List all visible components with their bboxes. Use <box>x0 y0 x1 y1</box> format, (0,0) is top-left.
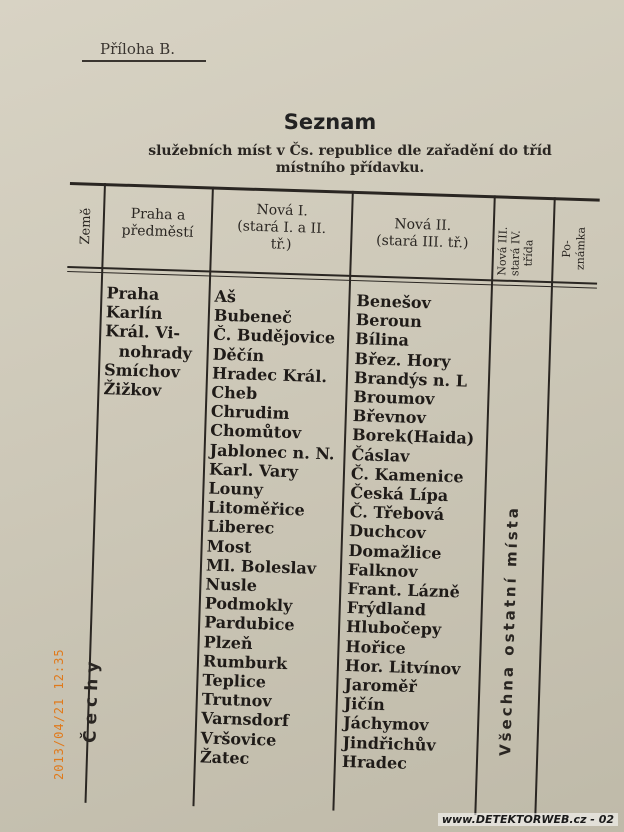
header-nova-3-line-1: Nová III. <box>495 226 510 276</box>
list-item: Hořice <box>345 636 407 658</box>
page-subtitle <box>80 143 620 177</box>
header-nova-1 <box>212 201 352 256</box>
list-item: Čáslav <box>351 444 410 466</box>
list-item: Hor. Litvínov <box>344 655 461 679</box>
list-item: Jablonec n. N. <box>209 440 335 464</box>
list-item: Břez. Hory <box>354 348 451 371</box>
list-item: Varnsdorf <box>200 708 290 731</box>
column-divider <box>474 195 495 815</box>
list-item: Benešov <box>356 291 432 313</box>
list-item: Aš <box>214 286 237 307</box>
region-cechy: Čechy <box>80 655 104 744</box>
subtitle-line-2: místního přídavku. <box>275 160 425 176</box>
list-item: nohrady <box>118 341 193 363</box>
list-item: Rumburk <box>202 651 288 673</box>
list-item: Karl. Vary <box>208 459 299 482</box>
list-item: Bílina <box>354 329 410 351</box>
list-item: Břevnov <box>352 406 427 428</box>
list-item: Chomůtov <box>209 420 302 443</box>
appendix-underline <box>82 60 206 62</box>
list-item: Hlubočepy <box>345 617 442 640</box>
header-nova-1-line-1: Nová I. <box>256 201 309 220</box>
header-nova-2 <box>352 215 493 253</box>
list-item: Most <box>206 536 252 557</box>
list-item: Litoměřice <box>207 497 306 520</box>
list-item: Falknov <box>347 559 418 581</box>
header-praha-line-2: předměstí <box>121 222 194 241</box>
list-item: Praha <box>106 283 160 304</box>
list-item: Jindřichův <box>342 732 437 755</box>
list-item: Č. Kamenice <box>350 463 464 487</box>
list-item: Teplice <box>202 670 267 692</box>
list-item: Duchcov <box>348 521 427 543</box>
list-item: Frýdland <box>346 598 427 620</box>
header-zeme: Země <box>78 207 95 245</box>
list-item: Borek(Haida) <box>351 425 475 449</box>
list-item: Děčín <box>212 344 265 365</box>
list-item: Č. Budějovice <box>212 324 336 348</box>
subtitle-line-1: služebních míst v Čs. republice dle zařadění do tříd <box>148 143 552 159</box>
header-praha <box>104 205 211 242</box>
date-stamp: 2013/04/21 12:35 <box>52 648 66 780</box>
list-item: Jáchymov <box>342 713 429 735</box>
header-nova-1-line-3: tř.) <box>270 236 292 253</box>
list-item: Žižkov <box>103 379 162 400</box>
list-nova-1 <box>200 287 340 771</box>
list-item: Žatec <box>199 747 250 768</box>
list-item: Česká Lípa <box>350 482 449 506</box>
list-item: Domažlice <box>348 540 442 563</box>
appendix-label: Příloha B. <box>100 40 176 58</box>
column-divider <box>534 197 555 817</box>
list-item: Č. Třebová <box>349 502 445 525</box>
table-top-rule <box>70 182 600 202</box>
list-item: Král. Vi- <box>105 321 181 343</box>
header-nova-3-line-3: třída <box>521 239 536 267</box>
list-item: Ml. Boleslav <box>205 555 317 578</box>
list-item: Karlín <box>105 302 163 324</box>
header-nova-3-line-2: stará IV. <box>508 230 523 277</box>
list-item: Jičín <box>343 694 386 715</box>
list-item: Louny <box>208 478 264 500</box>
list-item: Nusle <box>205 574 258 596</box>
list-praha <box>103 283 194 401</box>
list-item: Bubeneč <box>213 305 293 328</box>
watermark: www.DETEKTORWEB.cz - 02 <box>438 813 618 826</box>
list-item: Beroun <box>355 310 423 332</box>
list-item: Cheb <box>211 382 258 403</box>
header-nova-2-line-2: (stará III. tř.) <box>375 232 469 252</box>
list-item: Pardubice <box>203 612 295 635</box>
list-item: Plzeň <box>203 632 253 653</box>
list-item: Frant. Lázně <box>347 578 461 602</box>
list-item: Brandýs n. L <box>353 367 468 391</box>
header-praha-line-1: Praha a <box>130 205 186 224</box>
list-item: Smíchov <box>103 359 181 382</box>
header-nova-2-line-1: Nová II. <box>394 216 452 234</box>
header-nova-1-line-2: (stará I. a II. <box>237 218 327 238</box>
list-item: Podmokly <box>204 593 293 616</box>
list-nova-2 <box>342 291 479 775</box>
list-item: Liberec <box>206 516 275 539</box>
list-item: Hradec Král. <box>211 363 328 386</box>
other-places-label: Všechna ostatní místa <box>496 504 523 757</box>
list-item: Jaroměř <box>344 674 418 697</box>
header-poznamka-line-2: známka <box>573 226 588 271</box>
header-poznamka-line-1: Po- <box>559 240 574 258</box>
page-title: Seznam <box>283 110 377 134</box>
list-item: Vršovice <box>200 728 277 750</box>
list-item: Trutnov <box>201 689 272 711</box>
list-item: Chrudim <box>210 401 290 424</box>
list-item: Broumov <box>353 387 435 409</box>
places-table <box>51 182 600 818</box>
list-item: Hradec <box>341 751 408 773</box>
